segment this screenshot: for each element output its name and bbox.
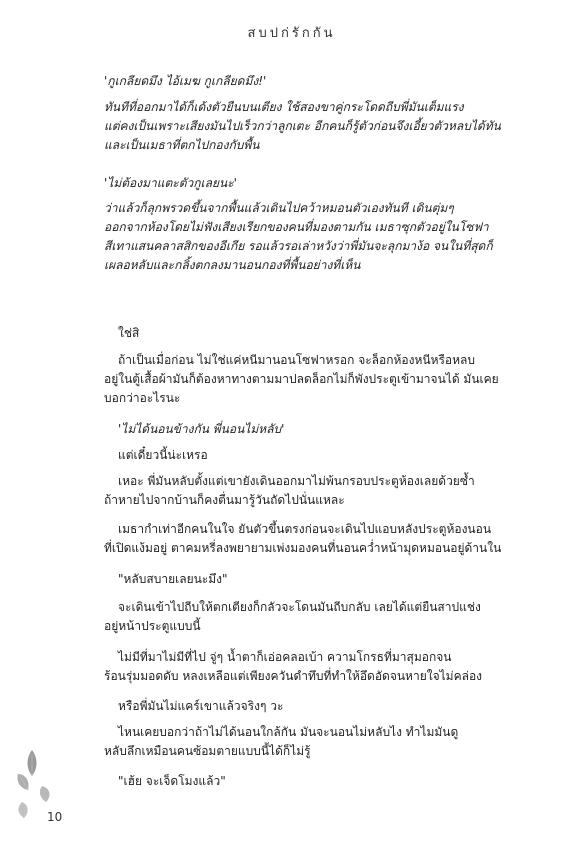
paragraph-7-line-0: แต่เดี๋ยวนี้น่ะเหรอ — [118, 448, 208, 462]
paragraph-5-line-2: บอกว่าอะไรนะ — [104, 391, 181, 405]
paragraph-5-line-1: อยู่ในตู้เสื้อผ้ามันก็ต้องหาทางตามมาปลดล็อกไม่ก็พังประตูเข้ามาจนได้ มันเคย — [104, 372, 499, 386]
paragraph-3-line-1: ออกจากห้องโดยไม่ฟังเสียงเรียกของคนที่มองตามกัน เมธาซุกตัวอยู่ในโซฟา — [104, 220, 489, 234]
paragraph-13-line-0: หรือพี่มันไม่แคร์เขาแล้วจริงๆ วะ — [118, 699, 284, 713]
paragraph-1-line-0: ทันทีที่ออกมาได้ก็เด้งตัวยืนบนเตียง ใช้สองขาคู่กระโดดถีบพี่มันเต็มแรง — [104, 100, 464, 114]
paragraph-1-line-2: และเป็นเมธาที่ตกไปกองกับพื้น — [104, 138, 260, 152]
paragraph-14-line-0: ไหนเคยบอกว่าถ้าไม่ได้นอนใกล้กัน มันจะนอนไม่หลับไง ทำไมมันดู — [118, 725, 459, 739]
page-number: 10 — [47, 810, 63, 824]
paragraph-0-line-0: 'กูเกลียดมึง ไอ้เมฆ กูเกลียดมึง!' — [104, 74, 267, 88]
paragraph-10-line-0: "หลับสบายเลยนะมึง" — [118, 572, 228, 586]
paragraph-14-line-1: หลับลึกเหมือนคนซ้อมตายแบบนี้ได้ก็ไม่รู้ — [104, 744, 311, 758]
paragraph-12-line-0: ไม่มีที่มาไม่มีที่ไป จู่ๆ น้ำตาก็เอ่อคลอเบ้า ความโกรธที่มาสุมอกจน — [118, 650, 452, 664]
paragraph-4-line-0: ใช่สิ — [118, 326, 140, 340]
paragraph-15-line-0: "เฮ้ย จะเจ็ดโมงแล้ว" — [118, 774, 226, 788]
paragraph-8-line-1: ถ้าหายไปจากบ้านก็คงตื่นมารู้วันถัดไปนั่นแหละ — [104, 493, 345, 507]
paragraph-9-line-1: ที่เปิดแง้มอยู่ ตาคมหรี่ลงพยายามเพ่งมองคนที่นอนคว่ำหน้ามุดหมอนอยู่ด้านใน — [104, 541, 502, 555]
paragraph-2-line-0: 'ไม่ต้องมาแตะตัวกูเลยนะ' — [104, 176, 237, 190]
paragraph-3-line-3: เผลอหลับและกลิ้งตกลงมานอนกองที่พื้นอย่างที่เห็น — [104, 258, 361, 272]
paragraph-5-line-0: ถ้าเป็นเมื่อก่อน ไม่ใช่แค่หนีมานอนโซฟาหรอก จะล็อกห้องหนีหรือหลบ — [118, 353, 476, 367]
paragraph-11-line-1: อยู่หน้าประตูแบบนี้ — [104, 619, 201, 633]
paragraph-9-line-0: เมธากำเท่าอีกคนในใจ ยันตัวขึ้นตรงก่อนจะเดินไปแอบหลังประตูห้องนอน — [118, 522, 492, 536]
paragraph-1-line-1: แต่คงเป็นเพราะเสียงมันไปเร็วกว่าลูกเตะ อีกคนก็รู้ตัวก่อนจึงเอี้ยวตัวหลบได้ทัน — [104, 119, 501, 133]
page-header: สบปก่รักกัน — [247, 26, 336, 41]
paragraph-3-line-2: สีเทาแสนคลาสสิกของอีเกีย รอแล้วรอเล่าหวังว่าพี่มันจะลุกมาง้อ จนในที่สุดก็ — [104, 239, 493, 253]
paragraph-12-line-1: ร้อนรุ่มมอดดับ หลงเหลือแต่เพียงควันดำทึบที่ทำให้อึดอัดจนหายใจไม่คล่อง — [104, 669, 483, 683]
paragraph-11-line-0: จะเดินเข้าไปถีบให้ตกเตียงก็กลัวจะโดนมันถีบกลับ เลยได้แต่ยืนสาปแช่ง — [118, 600, 481, 614]
paragraph-8-line-0: เหอะ พี่มันหลับตั้งแต่เขายังเดินออกมาไม่พ้นกรอบประตูห้องเลยด้วยซ้ำ — [118, 474, 475, 488]
paragraph-3-line-0: ว่าแล้วก็ลุกพรวดขึ้นจากพื้นแล้วเดินไปคว้าหมอนตัวเองทันที เดินตุ่มๆ — [104, 201, 454, 215]
paragraph-6-line-0: 'ไม่ได้นอนข้างกัน พี่นอนไม่หลับ' — [118, 422, 285, 436]
